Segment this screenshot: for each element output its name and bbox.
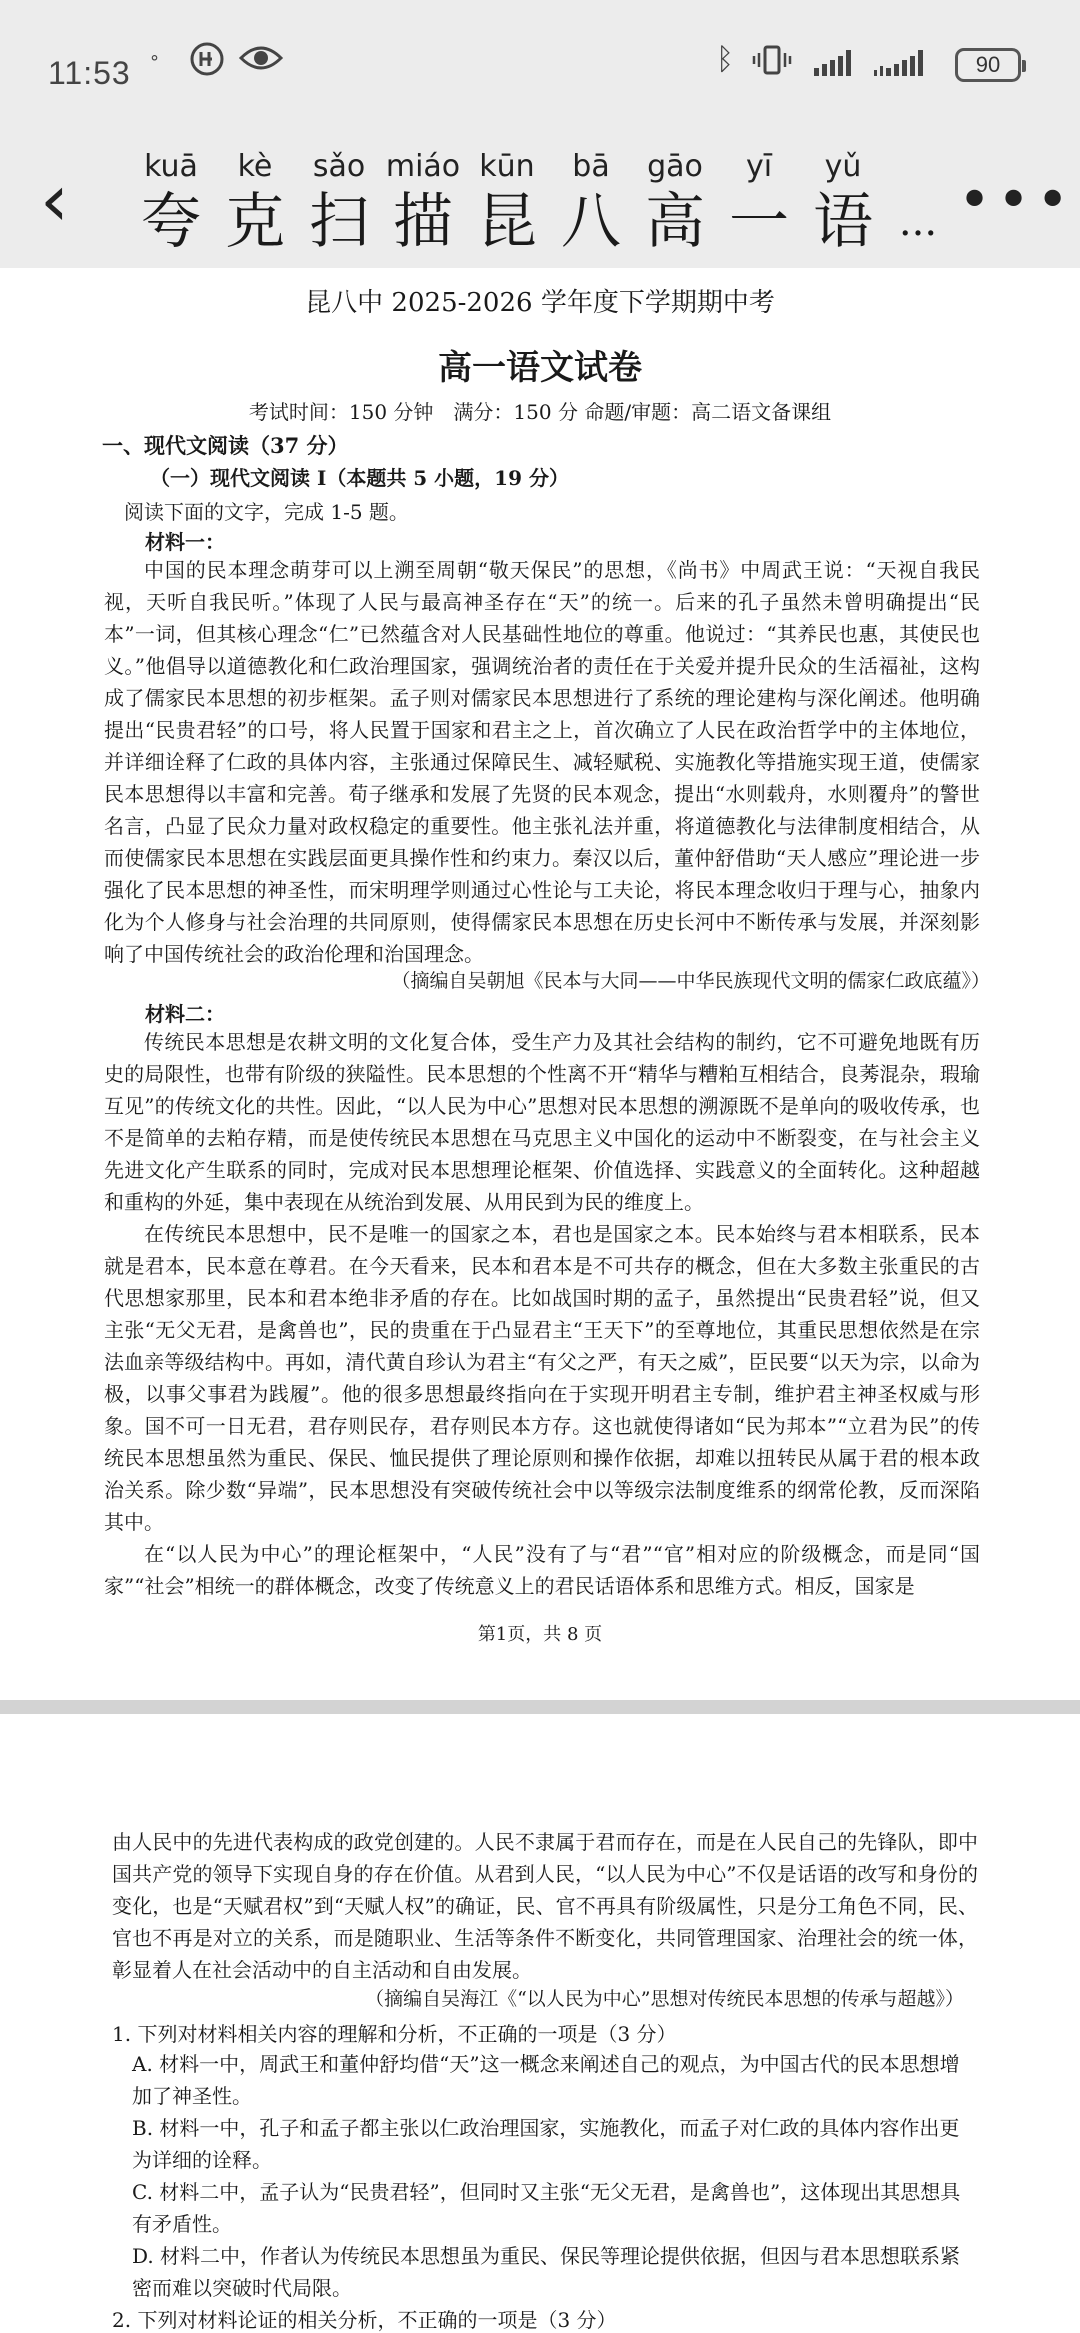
title-bar bbox=[0, 140, 1080, 268]
exam-info: 考试时间：150 分钟 满分：150 分 命题/审题：高二语文备课组 bbox=[248, 400, 832, 424]
section-heading: 一、现代文阅读（37 分） bbox=[102, 433, 349, 458]
question-2: 2. 下列对材料论证的相关分析，不正确的一项是（3 分） bbox=[112, 2308, 617, 2332]
status-bar bbox=[0, 0, 1080, 140]
document-page-2 bbox=[0, 1714, 1080, 2332]
title-char: kuā 夸 bbox=[141, 149, 201, 257]
document-page-1 bbox=[0, 268, 1080, 1700]
material-2-paragraph: 在“以人民为中心”的理论框架中，“人民”没有了与“君”“官”相对应的阶级概念，而是同“国家”“社会”相统一的群体概念，改变了传统意义上的君民话语体系和思维方式。相反，国家是 bbox=[104, 1542, 980, 1598]
material-2-continued: 由人民中的先进代表构成的政党创建的。人民不隶属于君而存在，而是在人民自己的先锋队，即中国共产党的领导下实现自身的存在价值。从君到人民，“以人民为中心”不仅是话语的改写和身份的变化，也是“天赋君权”到“天赋人权”的确证，民、官不再具有阶级属性，只是分工角色不同，民、官也不再是对立的关系，而是随职业、生活等条件不断变化，共同管理国家、治理社会的统一体，彰显着人在社会活动中的自主活动和自由发展。 bbox=[112, 1830, 978, 1982]
option-d: D. 材料二中，作者认为传统民本思想虽为重民、保民等理论提供依据，但因与君本思想联系紧密而难以突破时代局限。 bbox=[132, 2244, 961, 2300]
option-b: B. 材料一中，孔子和孟子都主张以仁政治理国家，实施教化，而孟子对仁政的具体内容作出更为详细的诠释。 bbox=[132, 2116, 960, 2172]
question-1: 1. 下列对材料相关内容的理解和分析，不正确的一项是（3 分） bbox=[112, 2022, 677, 2046]
page-divider bbox=[0, 1700, 1080, 1714]
status-time: 11:53 bbox=[48, 55, 131, 91]
title-char: bā 八 bbox=[561, 149, 621, 257]
title-char: kūn 昆 bbox=[477, 149, 537, 257]
signal-icon-2 bbox=[874, 50, 923, 76]
option-a: A. 材料一中，周武王和董仲舒均借“天”这一概念来阐述自己的观点，为中国古代的民本思想增加了神圣性。 bbox=[132, 2052, 960, 2108]
material-2-source: （摘编自吴海江《“以人民为中心”思想对传统民本思想的传承与超越》） bbox=[365, 1988, 964, 2010]
more-options-icon[interactable]: ••• bbox=[958, 168, 1076, 233]
document-title bbox=[132, 148, 954, 258]
option-c: C. 材料二中，孟子认为“民贵君轻”，但同时又主张“无父无君，是禽兽也”，这体现出其思想具有矛盾性。 bbox=[132, 2180, 961, 2236]
material-2-paragraph: 在传统民本思想中，民不是唯一的国家之本，君也是国家之本。民本始终与君本相联系，民本就是君本，民本意在尊君。在今天看来，民本和君本是不可共存的概念，但在大多数主张重民的古代思想家那里，民本和君本绝非矛盾的存在。比如战国时期的孟子，虽然提出“民贵君轻”说，但又主张“无父无君，是禽兽也”，民的贵重在于凸显君主“王天下”的至尊地位，其重民思想依然是在宗法血亲等级结构中。再如，清代黄自珍认为君主“有父之严，有天之威”，臣民要“以天为宗，以命为极，以事父事君为践履”。他的很多思想最终指向在于实现开明君主专制，维护君主神圣权威与形象。国不可一日无君，君存则民存，君存则民本方存。这也就使得诸如“民为邦本”“立君为民”的传统民本思想虽然为重民、保民、恤民提供了理论原则和操作依据，却难以扭转民从属于君的根本政治关系。除少数“异端”，民本思想没有突破传统社会中以等级宗法制度维系的纲常伦教，反而深陷其中。 bbox=[104, 1222, 980, 1534]
material-2-paragraph: 传统民本思想是农耕文明的文化复合体，受生产力及其社会结构的制约，它不可避免地既有历史的局限性，也带有阶级的狭隘性。民本思想的个性离不开“精华与糟粕互相结合，良莠混杂，瑕瑜互见”的传统文化的共性。因此，“以人民为中心”思想对民本思想的溯源既不是单向的吸收传承，也不是简单的去粕存精，而是使传统民本思想在马克思主义中国化的运动中不断裂变，在与社会主义先进文化产生联系的同时，完成对民本思想理论框架、价值选择、实践意义的全面转化。这种超越和重构的外延，集中表现在从统治到发展、从用民到为民的维度上。 bbox=[104, 1030, 980, 1214]
signal-icon-1 bbox=[814, 50, 851, 76]
dot-ring-icon: ° bbox=[150, 52, 159, 73]
instruction-text: 阅读下面的文字，完成 1-5 题。 bbox=[124, 500, 409, 524]
exam-title: 高一语文试卷 bbox=[438, 348, 642, 388]
material-1-source: （摘编自吴朝旭《民本与大同——中华民族现代文明的儒家仁政底蕴》） bbox=[391, 970, 990, 992]
title-char: kè 克 bbox=[225, 149, 285, 257]
material-1-label: 材料一： bbox=[145, 530, 225, 554]
material-2-label: 材料二： bbox=[145, 1002, 225, 1026]
title-char: sǎo 扫 bbox=[309, 149, 369, 257]
back-arrow-icon[interactable]: ‹ bbox=[40, 158, 69, 242]
battery-indicator: 90 bbox=[955, 48, 1021, 82]
eye-icon bbox=[238, 42, 284, 78]
title-char: gāo 高 bbox=[645, 149, 705, 257]
bluetooth-icon: ᛒ bbox=[716, 42, 734, 77]
vibrate-icon bbox=[752, 44, 792, 80]
title-ellipsis: ... bbox=[898, 199, 938, 245]
subsection-heading: （一）现代文阅读 I（本题共 5 小题，19 分） bbox=[150, 466, 569, 490]
app-notification-icon bbox=[188, 40, 226, 82]
material-1-text: 中国的民本理念萌芽可以上溯至周朝“敬天保民”的思想，《尚书》中周武王说：“天视自我民视，天听自我民听。”体现了人民与最高神圣存在“天”的统一。后来的孔子虽然未曾明确提出“民本”一词，但其核心理念“仁”已然蕴含对人民基础性地位的尊重。他说过：“其养民也惠，其使民也义。”他倡导以道德教化和仁政治理国家，强调统治者的责任在于关爱并提升民众的生活福祉，这构成了儒家民本思想的初步框架。孟子则对儒家民本思想进行了系统的理论建构与深化阐述。他明确提出“民贵君轻”的口号，将人民置于国家和君主之上，首次确立了人民在政治哲学中的主体地位，并详细诠释了仁政的具体内容，主张通过保障民生、减轻赋税、实施教化等措施实现王道，使儒家民本思想得以丰富和完善。荀子继承和发展了先贤的民本观念，提出“水则载舟，水则覆舟”的警世名言，凸显了民众力量对政权稳定的重要性。他主张礼法并重，将道德教化与法律制度相结合，从而使儒家民本思想在实践层面更具操作性和约束力。秦汉以后，董仲舒借助“天人感应”理论进一步强化了民本思想的神圣性，而宋明理学则通过心性论与工夫论，将民本理念收归于理与心，抽象内化为个人修身与社会治理的共同原则，使得儒家民本思想在历史长河中不断传承与发展，并深刻影响了中国传统社会的政治伦理和治国理念。 bbox=[104, 558, 980, 966]
exam-school-header: 昆八中 2025-2026 学年度下学期期中考 bbox=[305, 288, 775, 318]
title-char: yī 一 bbox=[729, 149, 789, 257]
page-number: 第1页，共 8 页 bbox=[477, 1624, 603, 1645]
title-char: miáo 描 bbox=[385, 149, 461, 257]
title-char: yǔ 语 bbox=[813, 149, 873, 257]
